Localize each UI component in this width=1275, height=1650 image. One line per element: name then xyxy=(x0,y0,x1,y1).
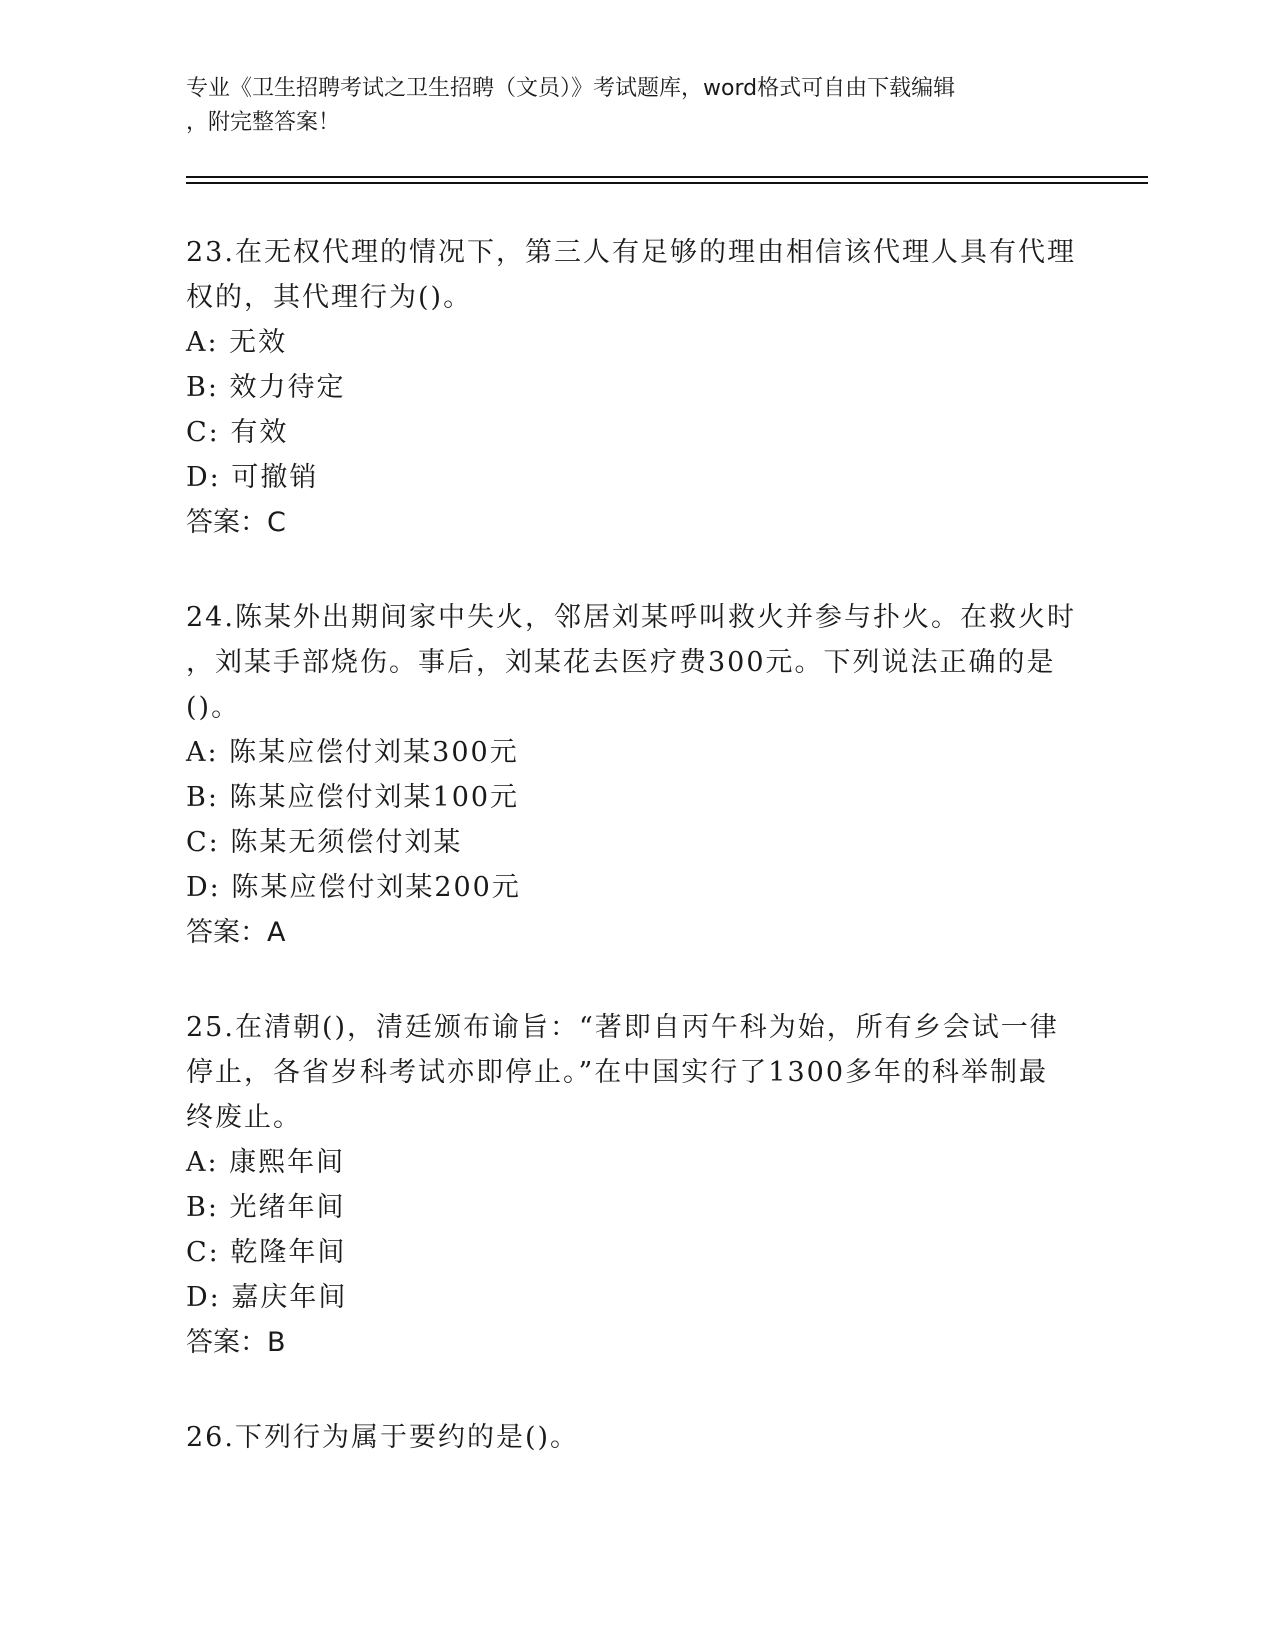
header-line-2: ，附完整答案！ xyxy=(186,110,341,135)
option-c: C: 乾隆年间 xyxy=(186,1237,347,1268)
option-a: A: 康熙年间 xyxy=(186,1147,346,1178)
option-d: D: 陈某应偿付刘某200元 xyxy=(186,872,521,903)
option-b: B: 陈某应偿付刘某100元 xyxy=(186,782,520,813)
option-b: B: 效力待定 xyxy=(186,372,346,403)
question-25 xyxy=(186,1005,1086,1365)
answer-label: 答案：B xyxy=(186,1327,286,1358)
question-24 xyxy=(186,595,1086,955)
question-stem: ，刘某手部烧伤。事后，刘某花去医疗费300元。下列说法正确的是 xyxy=(186,647,1056,678)
question-list xyxy=(186,230,1086,1510)
question-stem: 停止，各省岁科考试亦即停止。”在中国实行了1300多年的科举制最 xyxy=(186,1057,1049,1088)
header-divider-bottom xyxy=(186,182,1148,184)
question-stem: 权的，其代理行为()。 xyxy=(186,282,473,313)
question-stem: ()。 xyxy=(186,692,241,723)
answer-label: 答案：A xyxy=(186,917,286,948)
document-header xyxy=(186,72,1066,140)
option-d: D: 可撤销 xyxy=(186,462,319,493)
question-23 xyxy=(186,230,1086,545)
option-c: C: 有效 xyxy=(186,417,289,448)
question-stem: 终废止。 xyxy=(186,1102,302,1133)
question-stem: 24.陈某外出期间家中失火，邻居刘某呼叫救火并参与扑火。在救火时 xyxy=(186,602,1076,633)
option-b: B: 光绪年间 xyxy=(186,1192,346,1223)
question-26 xyxy=(186,1415,1086,1460)
header-line-1: 专业《卫生招聘考试之卫生招聘（文员）》考试题库，word格式可自由下载编辑 xyxy=(186,76,956,101)
option-a: A: 无效 xyxy=(186,327,288,358)
question-stem: 26.下列行为属于要约的是()。 xyxy=(186,1422,580,1453)
answer-label: 答案：C xyxy=(186,507,286,538)
header-divider-top xyxy=(186,176,1148,178)
option-a: A: 陈某应偿付刘某300元 xyxy=(186,737,519,768)
option-c: C: 陈某无须偿付刘某 xyxy=(186,827,463,858)
option-d: D: 嘉庆年间 xyxy=(186,1282,348,1313)
question-stem: 25.在清朝()，清廷颁布谕旨：“著即自丙午科为始，所有乡会试一律 xyxy=(186,1012,1059,1043)
question-stem: 23.在无权代理的情况下，第三人有足够的理由相信该代理人具有代理 xyxy=(186,237,1076,268)
